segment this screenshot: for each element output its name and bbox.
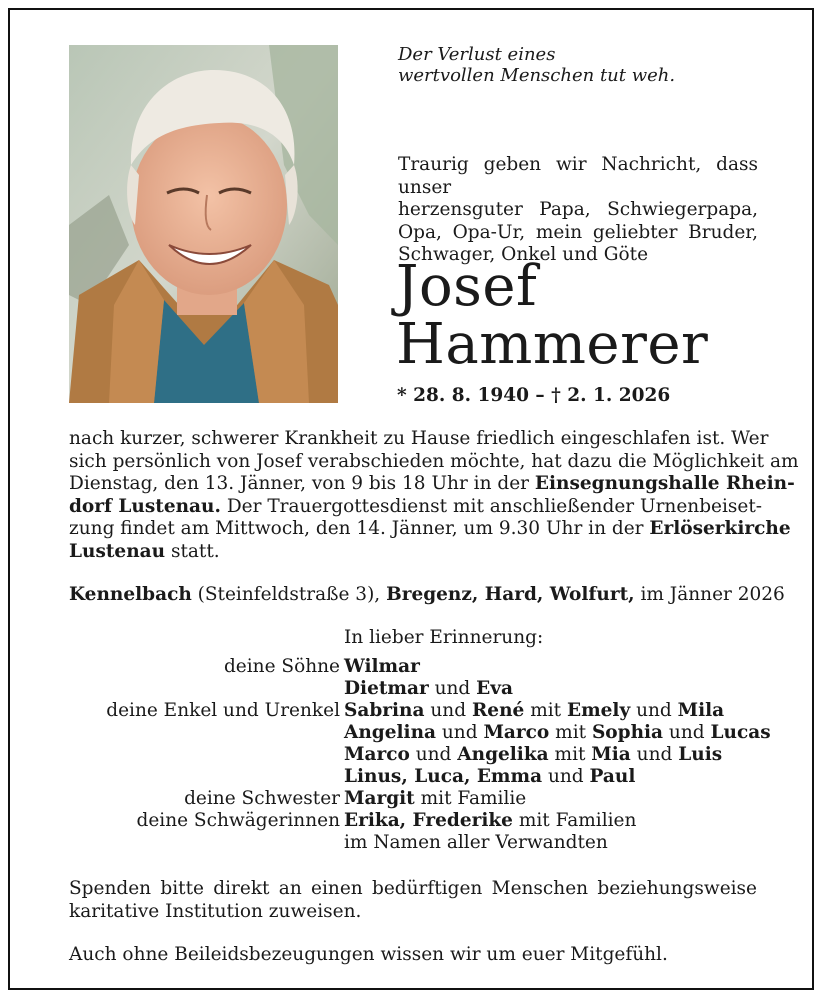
mourner-row	[0, 656, 826, 678]
body-line: nach kurzer, schwerer Krankheit zu Hause friedlich eingeschlafen ist. Wer	[69, 428, 769, 449]
mourner-names	[344, 722, 771, 744]
mourner-row	[0, 788, 826, 810]
mourner-name: Sophia	[591, 722, 664, 743]
church-location: Lustenau	[69, 540, 166, 562]
first-name: Josef	[396, 254, 538, 319]
body-line	[69, 473, 795, 496]
mourner-row	[0, 832, 826, 854]
closing-note: Auch ohne Beileidsbezeugungen wissen wir um euer Mitgefühl.	[69, 944, 668, 965]
mourner-row	[0, 744, 826, 766]
connector: mit Familie	[414, 788, 527, 809]
mourner-names	[344, 744, 722, 766]
mourner-row	[0, 678, 826, 700]
connector: und	[630, 744, 679, 765]
mourner-row	[0, 722, 826, 744]
last-name: Hammerer	[396, 312, 709, 377]
donation-note	[69, 878, 757, 923]
life-dates: * 28. 8. 1940 – † 2. 1. 2026	[397, 385, 671, 406]
connector: mit	[524, 700, 567, 721]
body-text: Der Trauergottesdienst mit anschließender Urnenbeiset-	[220, 495, 763, 517]
mourner-name: Dietmar	[344, 678, 429, 699]
place-date: im Jänner 2026	[634, 584, 785, 605]
mourner-names	[344, 810, 636, 832]
body-line	[69, 541, 757, 564]
connector: und	[428, 678, 477, 699]
body-text: zung findet am Mittwoch, den 14. Jänner, um 9.30 Uhr in der	[69, 518, 650, 539]
place-others: Bregenz, Hard, Wolfurt,	[386, 584, 635, 605]
mourner-name: Margit	[344, 788, 415, 809]
address: (Steinfeldstraße 3),	[191, 584, 387, 605]
mourner-row	[0, 810, 826, 832]
announcement-paragraph	[69, 428, 799, 563]
mourner-name: Wilmar	[344, 656, 420, 677]
mourner-name: Marco	[483, 722, 550, 743]
mourner-name: Erika, Frederike	[344, 810, 513, 831]
donation-line: karitative Institution zuweisen.	[69, 900, 362, 922]
places-line	[69, 584, 785, 607]
donation-line: Spenden bitte direkt an einen bedürftigen Menschen beziehungsweise	[69, 878, 757, 899]
connector: mit	[548, 744, 592, 765]
connector: und	[630, 700, 678, 721]
intro-paragraph	[398, 154, 758, 267]
mourner-names: im Namen aller Verwandten	[344, 832, 608, 853]
mourner-name: Paul	[589, 766, 636, 787]
mourner-names	[344, 700, 724, 722]
mourner-row	[0, 700, 826, 722]
mourner-name: Angelina	[344, 722, 437, 743]
intro-line: Traurig geben wir Nachricht, dass unser	[398, 154, 758, 198]
mourner-names	[344, 766, 635, 788]
mourner-name: René	[471, 700, 525, 721]
mourner-names	[344, 678, 513, 700]
portrait-photo	[69, 45, 338, 403]
mourner-name: Luis	[678, 744, 723, 765]
intro-line: Schwager, Onkel und Göte	[398, 244, 649, 265]
funeral-hall-cont: dorf Lustenau.	[69, 495, 221, 517]
mourner-name: Eva	[476, 678, 513, 699]
connector: mit Familien	[512, 810, 637, 831]
mourner-row	[0, 766, 826, 788]
church-name: Erlöserkirche	[649, 518, 791, 539]
funeral-hall: Einsegnungshalle Rhein-	[534, 473, 795, 494]
motto-quote	[398, 44, 778, 86]
mourner-name: Angelika	[457, 744, 549, 765]
relation-label: deine Schwägerinnen	[136, 810, 340, 831]
mourner-names	[344, 656, 420, 678]
body-text: statt.	[165, 540, 220, 562]
mourner-name: Mila	[677, 700, 725, 721]
mourner-names	[344, 788, 526, 810]
connector: mit	[549, 722, 592, 743]
place-kennelbach: Kennelbach	[69, 584, 192, 605]
body-line	[69, 495, 763, 519]
connector: und	[424, 700, 472, 721]
connector: und	[409, 744, 458, 765]
mourner-name: Sabrina	[344, 700, 425, 721]
mourner-name: Marco	[344, 744, 410, 765]
motto-line-2: wertvollen Menschen tut weh.	[398, 65, 676, 86]
memory-title: In lieber Erinnerung:	[344, 627, 544, 648]
relation-label: deine Söhne	[223, 656, 340, 677]
relation-label: deine Enkel und Urenkel	[106, 700, 340, 721]
body-line	[69, 518, 791, 541]
connector: und	[663, 722, 711, 743]
connector: und	[436, 722, 484, 743]
intro-line: Opa, Opa-Ur, mein geliebter Bruder,	[398, 221, 758, 243]
motto-line-1: Der Verlust eines	[398, 44, 556, 65]
mourner-name: Linus, Luca, Emma	[344, 766, 543, 787]
mourners-list	[0, 656, 826, 854]
connector: und	[542, 766, 590, 787]
mourner-name: Lucas	[710, 722, 771, 743]
body-line: sich persönlich von Josef verabschieden möchte, hat dazu die Möglichkeit am	[69, 450, 799, 472]
relation-label: deine Schwester	[184, 788, 340, 809]
body-text: Dienstag, den 13. Jänner, von 9 bis 18 Uhr in der	[69, 473, 535, 494]
mourner-name: Emely	[566, 700, 631, 721]
mourner-name: Mia	[591, 744, 631, 765]
intro-line: herzensguter Papa, Schwiegerpapa,	[398, 199, 758, 220]
